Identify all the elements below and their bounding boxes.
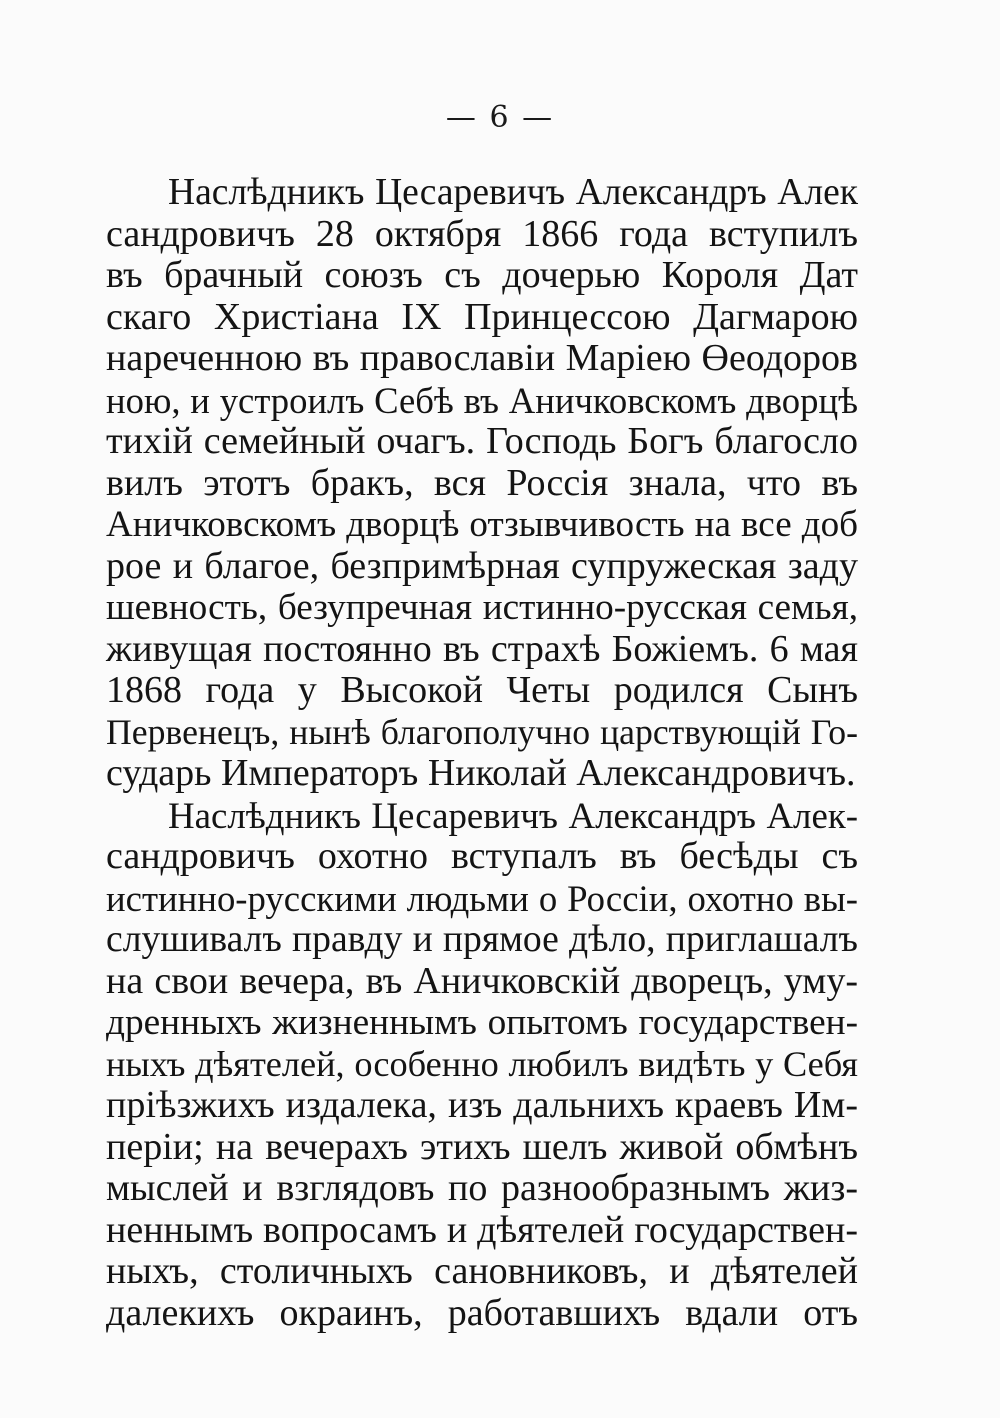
text-line: далекихъ окраинъ, работавшихъ вдали отъ: [106, 1291, 858, 1334]
text-line: Аничковскомъ дворцѣ отзывчивость на все доб: [106, 504, 858, 545]
text-line: Первенецъ, нынѣ благополучно царствующій Го-: [106, 711, 858, 752]
text-line: въ брачный союзъ съ дочерью Короля Дат: [106, 254, 858, 296]
text-body: [106, 172, 858, 1334]
page-number: — 6 —: [445, 100, 555, 135]
text-line: ною, и устроилъ Себѣ въ Аничковскомъ дворцѣ: [106, 379, 858, 421]
paragraph-1: [106, 172, 858, 795]
text-line: тихій семейный очагъ. Господь Богъ благосло: [106, 420, 858, 462]
text-line: истинно-русскими людьми о Россіи, охотно вы-: [106, 877, 858, 919]
text-line: рое и благое, безпримѣрная супружеская заду: [106, 544, 858, 587]
text-line: скаго Христіана IX Принцессою Дагмарою: [106, 295, 858, 338]
text-line: шевность, безупречная истинно-русская семья,: [106, 587, 858, 628]
text-line: мыслей и взглядовъ по разнообразнымъ жиз-: [106, 1167, 858, 1209]
text-line: сударь Императоръ Николай Александровичъ.: [106, 752, 856, 794]
text-line: періи; на вечерахъ этихъ шелъ живой обмѣнъ: [106, 1125, 858, 1168]
text-line: пріѣзжихъ издалека, изъ дальнихъ краевъ Им-: [106, 1084, 858, 1126]
text-line: на свои вечера, въ Аничковскій дворецъ, уму-: [106, 959, 858, 1002]
text-line: сандровичъ 28 октября 1866 года вступилъ: [106, 212, 858, 255]
text-line: вилъ этотъ бракъ, вся Россія знала, что въ: [106, 461, 858, 504]
text-line: нареченною въ православіи Маріею Өеодоров: [106, 337, 858, 379]
text-line: 1868 года у Высокой Четы родился Сынъ: [106, 669, 858, 711]
text-line: сандровичъ охотно вступалъ въ бесѣды съ: [106, 835, 858, 877]
text-line: неннымъ вопросамъ и дѣятелей государствен-: [106, 1208, 858, 1251]
text-line: Наслѣдникъ Цесаревичъ Александръ Алек-: [168, 794, 858, 836]
text-line: ныхъ дѣятелей, особенно любилъ видѣть у Себя: [106, 1043, 858, 1084]
text-line: ныхъ, столичныхъ сановниковъ, и дѣятелей: [106, 1250, 858, 1292]
text-line: Наслѣдникъ Цесаревичъ Александръ Алек: [168, 172, 858, 213]
text-line: дренныхъ жизненнымъ опытомъ государствен-: [106, 1002, 858, 1043]
text-line: живущая постоянно въ страхѣ Божіемъ. 6 мая: [106, 627, 858, 670]
text-line: слушивалъ правду и прямое дѣло, приглашалъ: [106, 918, 858, 960]
paragraph-2: [106, 795, 858, 1335]
